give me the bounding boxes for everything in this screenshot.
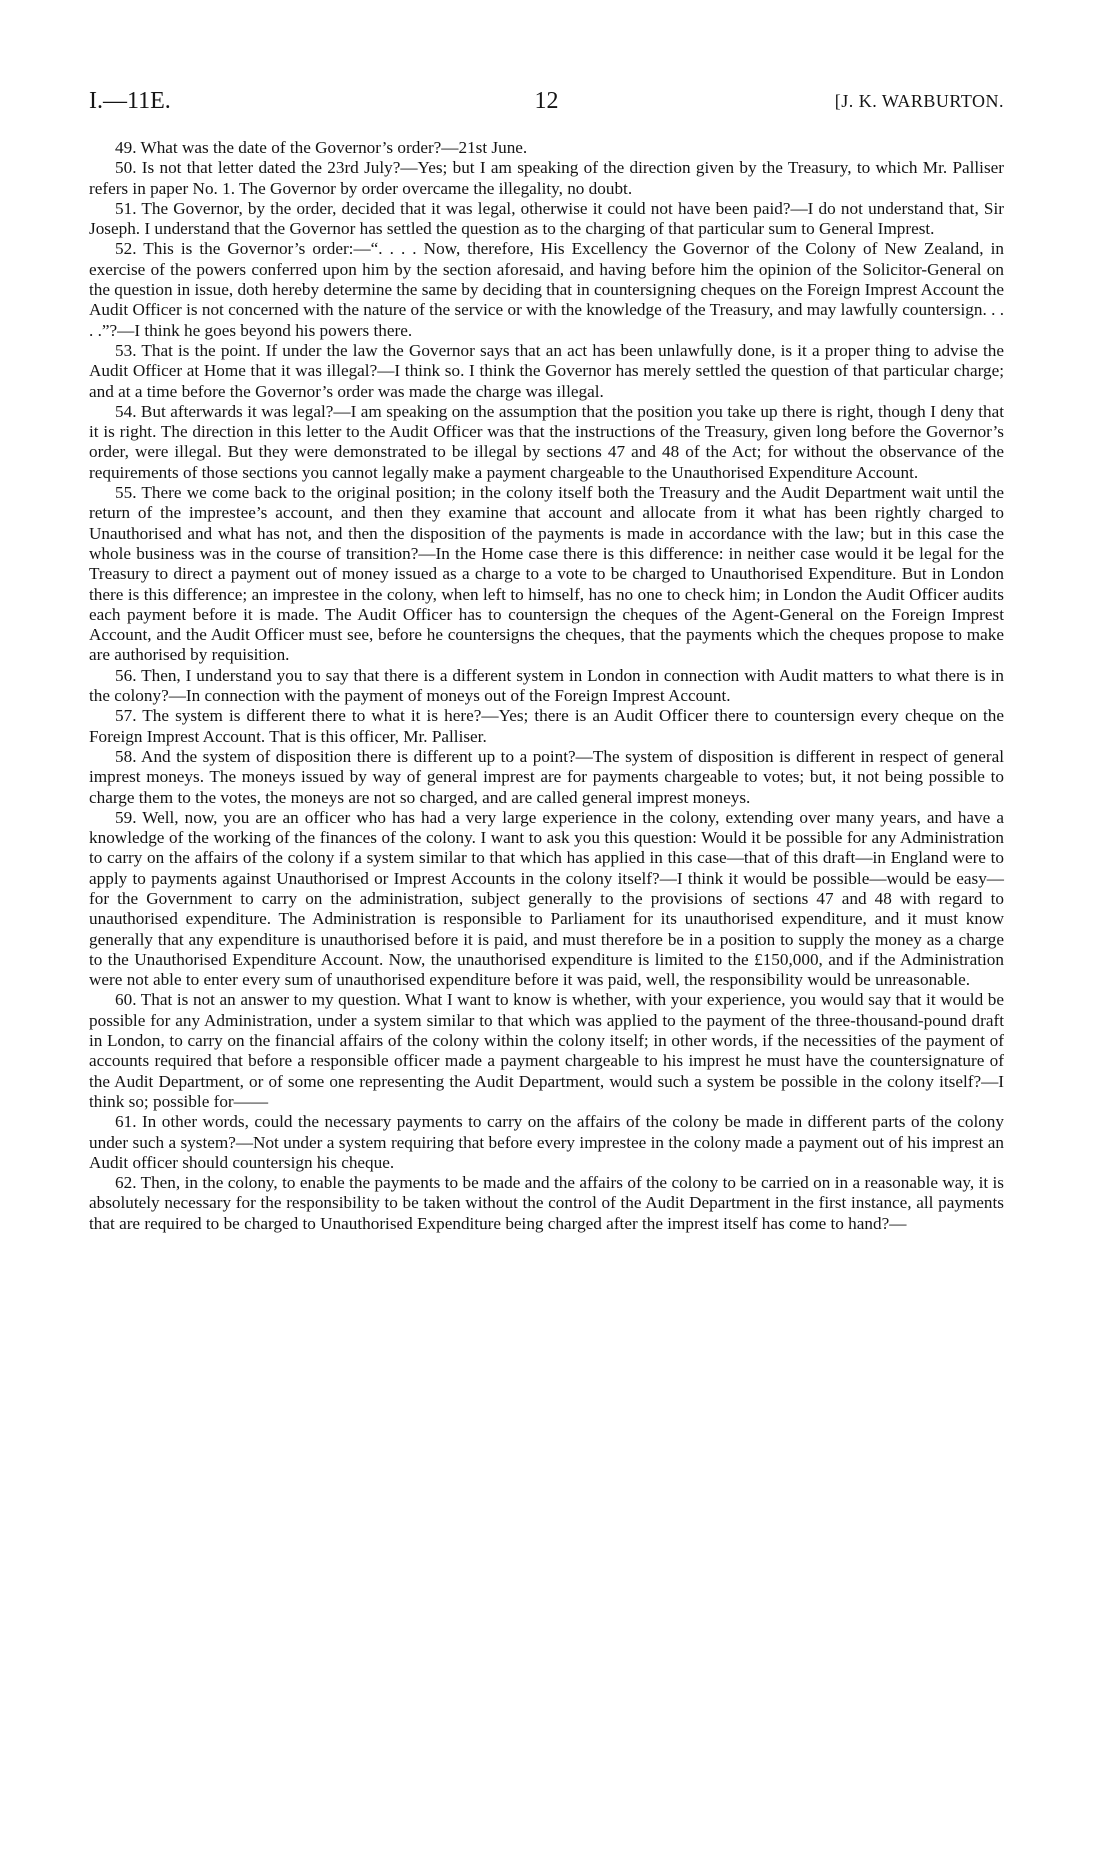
paragraph-59: 59. Well, now, you are an officer who has had a very large experience in the colony, extending over many years, and have a knowledge of the working of the finances of the colony. I want to ask you this question: Would it be possible for any Administration to carry on the affairs of the colony if a system similar to that which has applied in this case—that of this draft—in England were to apply to payments against Unauthorised or Imprest Accounts in the colony itself?—I think it would be possible—would be easy—for the Government to carry on the administration, subject generally to the provisions of sections 47 and 48 with regard to unauthorised expenditure. The Administration is responsible to Parliament for its unauthorised expenditure, and it must know generally that any expenditure is unauthorised before it is paid, and must therefore be in a position to supply the money as a charge to the Unauthorised Expenditure Account. Now, the unauthorised expenditure is limited to the £150,000, and if the Administration were not able to enter every sum of unauthorised expenditure before it was paid, well, the responsibility would be unreasonable. — [89, 807, 1004, 990]
document-reference: I.—11E. — [89, 88, 171, 114]
paragraph-52: 52. This is the Governor’s order:—“. . . . Now, therefore, His Excellency the Governor of the Colony of New Zealand, in exercise of the powers conferred upon him by the section aforesaid, and having before him the opinion of the Solicitor-General on the question in issue, doth hereby determine the same by deciding that in countersigning cheques on the Foreign Imprest Account the Audit Officer is not concerned with the nature of the service or with the knowledge of the Treasury, and may lawfully countersign. . . . .”?—I think he goes beyond his powers there. — [89, 239, 1005, 340]
paragraph-60: 60. That is not an answer to my question. What I want to know is whether, with your experience, you would say that it would be possible for any Administration, under a system similar to that which was applied to the payment of the three-thousand-pound draft in London, to carry on the financial affairs of the colony within the colony itself; in other words, if the necessities of the payment of accounts required that before a responsible officer made a payment chargeable to his imprest he must have the countersignature of the Audit Department, or of some one representing the Audit Department, would such a system be possible in the colony itself?—I think so; possible for—— — [89, 990, 1004, 1111]
witness-name: [J. K. WARBURTON. — [834, 91, 1004, 111]
paragraph-50: 50. Is not that letter dated the 23rd July?—Yes; but I am speaking of the direction given by the Treasury, to which Mr. Palliser refers in paper No. 1. The Governor by order overcame the illegality, no doubt. — [89, 158, 1004, 198]
paragraph-57: 57. The system is different there to what it is here?—Yes; there is an Audit Officer there to countersign every cheque on the Foreign Imprest Account. That is this officer, Mr. Palliser. — [89, 706, 1004, 746]
page-header — [89, 88, 1004, 122]
paragraph-53: 53. That is the point. If under the law the Governor says that an act has been unlawfully done, is it a proper thing to advise the Audit Officer at Home that it was illegal?—I think so. I think the Governor has merely settled the question of that particular charge; and at a time before the Governor’s order was made the charge was illegal. — [89, 340, 1004, 401]
paragraph-62: 62. Then, in the colony, to enable the payments to be made and the affairs of the colony to be carried on in a reasonable way, it is absolutely necessary for the responsibility to be taken without the control of the Audit Department in the first instance, all payments that are required to be charged to Unauthorised Expenditure being charged after the imprest itself has come to hand?— — [89, 1173, 1004, 1233]
document-body — [89, 138, 1004, 1234]
paragraph-61: 61. In other words, could the necessary payments to carry on the affairs of the colony be made in different parts of the colony under such a system?—Not under a system requiring that before every imprestee in the colony made a payment out of his imprest an Audit officer should countersign his cheque. — [89, 1112, 1004, 1172]
paragraph-54: 54. But afterwards it was legal?—I am speaking on the assumption that the position you take up there is right, though I deny that it is right. The direction in this letter to the Audit Officer was that the instructions of the Treasury, given long before the Governor’s order, were illegal. But they were demonstrated to be illegal by sections 47 and 48 of the Act; for without the observance of the requirements of those sections you cannot legally make a payment chargeable to the Unauthorised Expenditure Account. — [89, 401, 1004, 482]
paragraph-49: 49. What was the date of the Governor’s order?—21st June. — [115, 138, 528, 157]
paragraph-51: 51. The Governor, by the order, decided that it was legal, otherwise it could not have been paid?—I do not understand that, Sir Joseph. I understand that the Governor has settled the question as to the charging of that particular sum to General Imprest. — [89, 198, 1004, 239]
paragraph-55: 55. There we come back to the original position; in the colony itself both the Treasury and the Audit Department wait until the return of the imprestee’s account, and then they examine that account and allocate from it what has been rightly charged to Unauthorised and what has not, and then the disposition of the payments is made in accordance with the law; but in this case the whole business was in the course of transition?—In the Home case there is this difference: in neither case would it be legal for the Treasury to direct a payment out of money issued as a charge to a vote to be charged to Unauthorised Expenditure. But in London there is this difference; an imprestee in the colony, when left to himself, has no one to check him; in London the Audit Officer audits each payment before it is made. The Audit Officer has to countersign the cheques of the Agent-General on the Foreign Imprest Account, and the Audit Officer must see, before he countersigns the cheques, that the payments which the cheques propose to make are authorised by requisition. — [89, 483, 1004, 665]
paragraph-56: 56. Then, I understand you to say that there is a different system in London in connection with Audit matters to what there is in the colony?—In connection with the payment of moneys out of the Foreign Imprest Account. — [89, 665, 1004, 706]
paragraph-58: 58. And the system of disposition there is different up to a point?—The system of disposition is different in respect of general imprest moneys. The moneys issued by way of general imprest are for payments chargeable to votes; but, it not being possible to charge them to the votes, the moneys are not so charged, and are called general imprest moneys. — [89, 746, 1004, 807]
page-number: 12 — [534, 88, 559, 114]
